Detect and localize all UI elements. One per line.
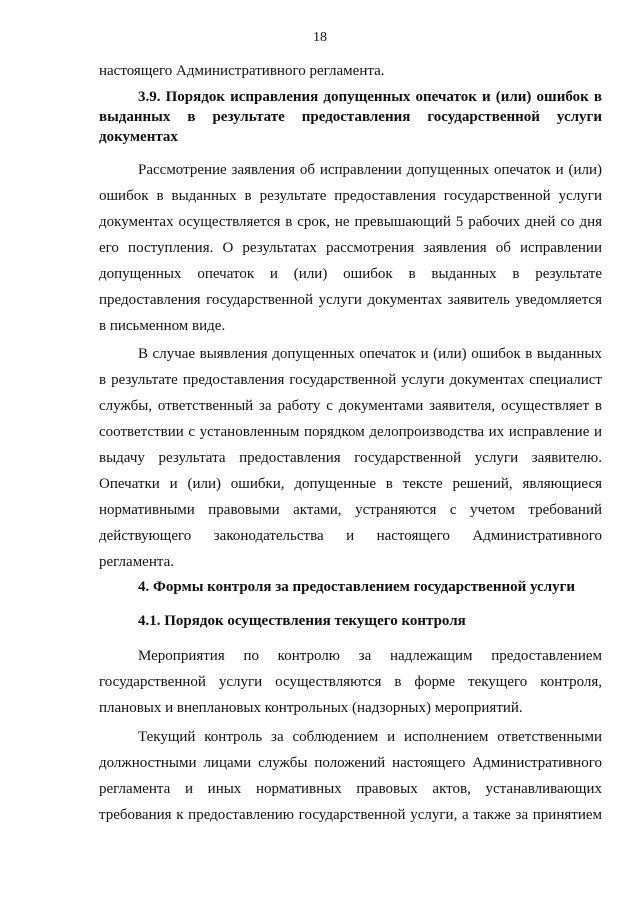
section-heading-4-1: 4.1. Порядок осуществления текущего контроля [138, 613, 466, 629]
section-heading-3-9: 3.9. Порядок исправления допущенных опечаток и (или) ошибок в [138, 89, 602, 105]
paragraph-line: В случае выявления допущенных опечаток и (или) ошибок в выданных [138, 346, 602, 362]
paragraph-line: Текущий контроль за соблюдением и исполнением ответственными [138, 729, 602, 745]
paragraph-line: ошибок в выданных в результате предоставления государственной услуги [99, 188, 602, 204]
paragraph-line: регламента. [99, 554, 175, 570]
paragraph-line: службы, ответственный за работу с документами заявителя, осуществляет в [99, 398, 602, 414]
paragraph-line: предоставления государственной услуги документах заявитель уведомляется [99, 292, 602, 308]
paragraph-line: Рассмотрение заявления об исправлении допущенных опечаток и (или) [138, 162, 602, 178]
paragraph-line: Мероприятия по контролю за надлежащим предоставлением [138, 648, 602, 664]
page-number: 18 [313, 30, 327, 45]
paragraph-line: требования к предоставлению государственной услуги, а также за принятием [99, 807, 602, 823]
text-line: настоящего Административного регламента. [99, 63, 385, 79]
paragraph-line: плановых и внеплановых контрольных (надзорных) мероприятий. [99, 700, 523, 716]
section-heading-4: 4. Формы контроля за предоставлением государственной услуги [138, 579, 576, 595]
section-heading-3-9-cont: выданных в результате предоставления государственной услуги [99, 109, 602, 125]
paragraph-line: в письменном виде. [99, 318, 226, 334]
paragraph-line: выдачу результата предоставления государственной услуги заявителю. [99, 450, 602, 466]
paragraph-line: нормативными правовыми актами, устраняются с учетом требований [99, 502, 602, 518]
paragraph-line: его поступления. О результатах рассмотрения заявления об исправлении [99, 240, 602, 256]
paragraph-line: в результате предоставления государственной услуги документах специалист [99, 372, 602, 388]
paragraph-line: допущенных опечаток и (или) ошибок в выданных в результате [99, 266, 602, 282]
paragraph-line: должностными лицами службы положений настоящего Административного [99, 755, 602, 771]
paragraph-line: регламента и иных нормативных правовых актов, устанавливающих [99, 781, 602, 797]
paragraph-line: действующего законодательства и настоящего Административного [99, 528, 602, 544]
paragraph-line: государственной услуги осуществляются в форме текущего контроля, [99, 674, 602, 690]
paragraph-line: документах осуществляется в срок, не превышающий 5 рабочих дней со дня [99, 214, 602, 230]
section-heading-3-9-end: документах [99, 129, 178, 145]
paragraph-line: соответствии с установленным порядком делопроизводства их исправление и [99, 424, 602, 440]
paragraph-line: Опечатки и (или) ошибки, допущенные в тексте решений, являющиеся [99, 476, 602, 492]
